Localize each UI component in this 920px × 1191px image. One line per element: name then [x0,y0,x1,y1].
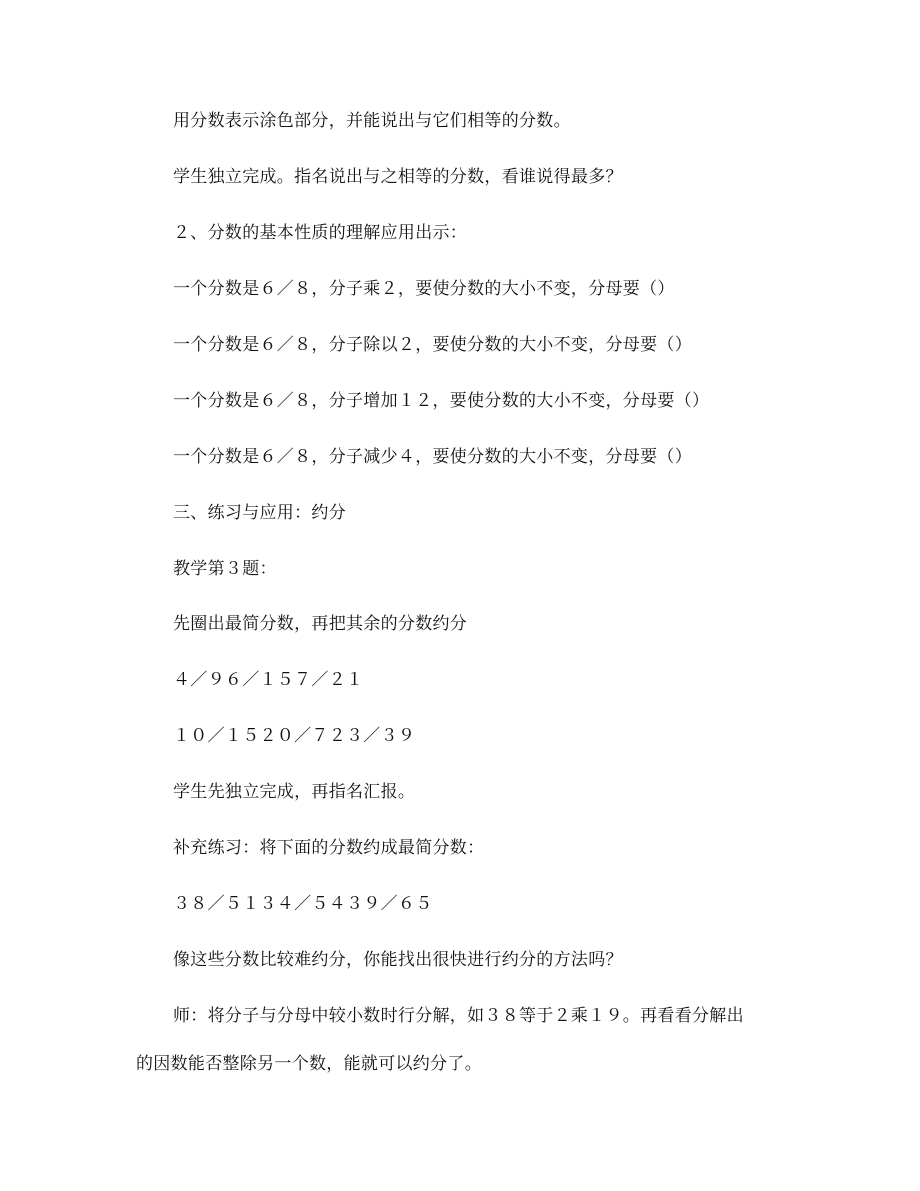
text-line-17: 师：将分子与分母中较小数时行分解，如３８等于２乘１９。再看看分解出 [173,1006,744,1026]
fraction-list-1: ４／９６／１５７／２１ [173,670,364,690]
section-heading: 三、练习与应用：约分 [173,503,346,523]
text-line-14: 补充练习：将下面的分数约成最简分数： [173,838,485,858]
text-line-2: 学生独立完成。指名说出与之相等的分数，看谁说得最多？ [173,167,623,187]
text-line-7: 一个分数是６／８，分子减少４，要使分数的大小不变，分母要（） [173,447,692,467]
text-line-1: 用分数表示涂色部分，并能说出与它们相等的分数。 [173,111,571,131]
text-line-5: 一个分数是６／８，分子除以２，要使分数的大小不变，分母要（） [173,335,692,355]
text-line-9: 教学第３题： [173,559,277,579]
fraction-list-3: ３８／５１３４／５４３９／６５ [173,894,433,914]
text-line-10: 先圈出最简分数，再把其余的分数约分 [173,614,468,634]
text-line-13: 学生先独立完成，再指名汇报。 [173,782,416,802]
fraction-list-2: １０／１５２０／７２３／３９ [173,726,416,746]
text-line-3: ２、分数的基本性质的理解应用出示： [173,223,468,243]
text-line-6: 一个分数是６／８，分子增加１２，要使分数的大小不变，分母要（） [173,391,710,411]
text-line-16: 像这些分数比较难约分，你能找出很快进行约分的方法吗？ [173,950,623,970]
text-line-4: 一个分数是６／８，分子乘２，要使分数的大小不变，分母要（） [173,279,675,299]
text-line-18: 的因数能否整除另一个数，能就可以约分了。 [136,1054,482,1074]
